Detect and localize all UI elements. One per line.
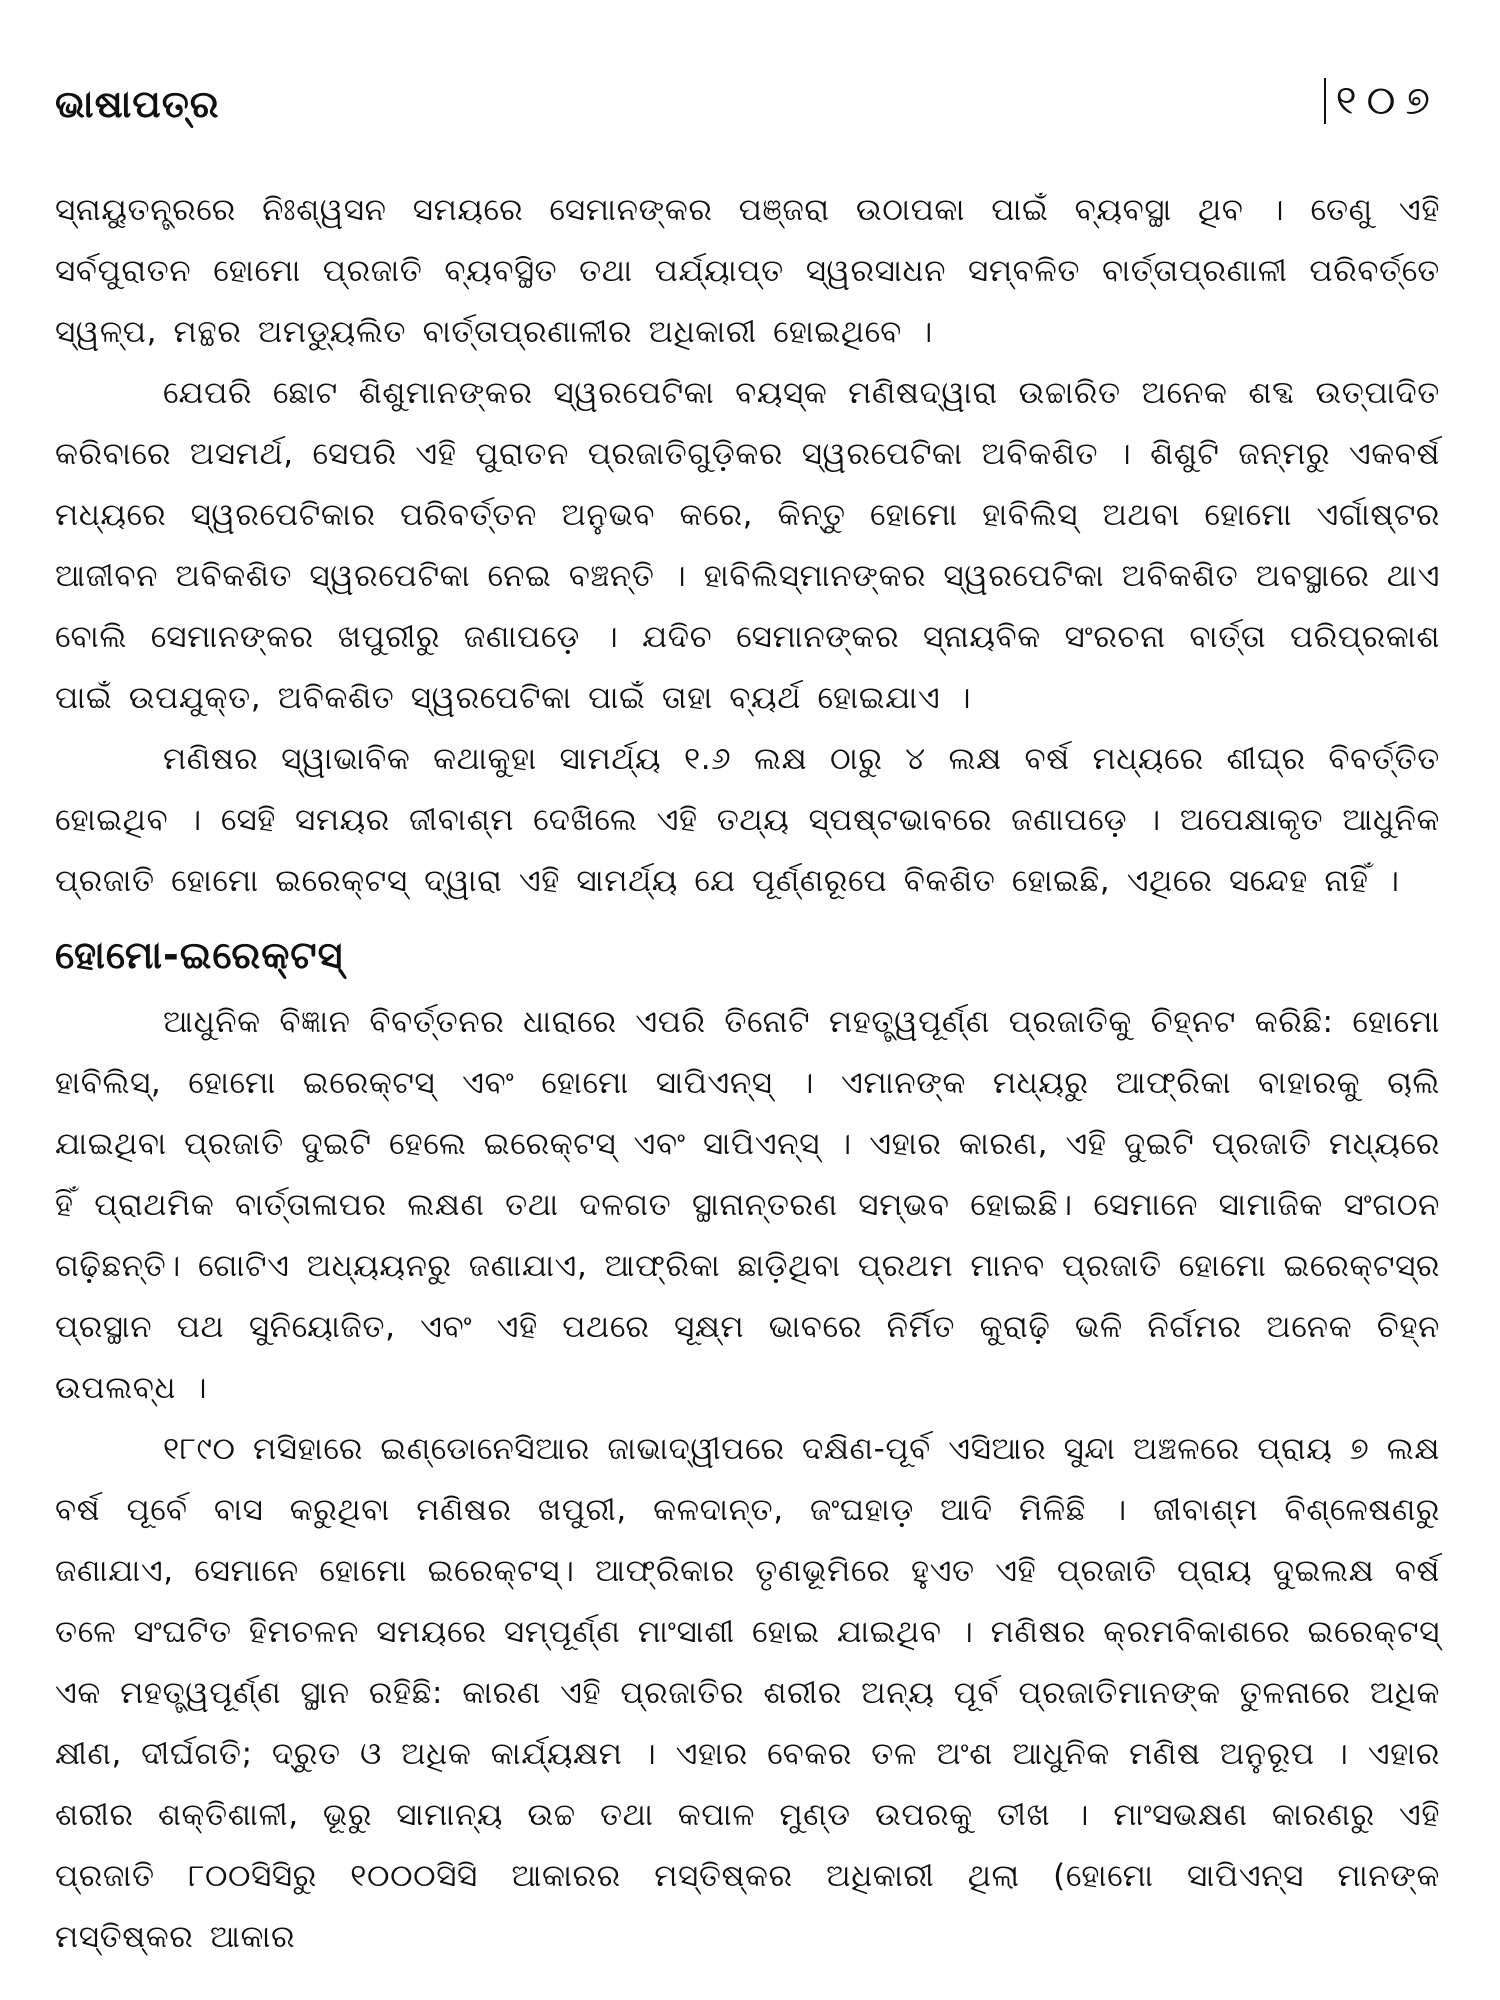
page-number: ୧୦୭ (1324, 78, 1440, 124)
body-text (55, 180, 1440, 1968)
page-header (55, 78, 1440, 142)
paragraph: ଆଧୁନିକ ବିଜ୍ଞାନ ବିବର୍ତ୍ତନର ଧାରାରେ ଏପରି ତିନୋଟି ମହତ୍ତ୍ୱପୂର୍ଣ୍ଣ ପ୍ରଜାତିକୁ ଚିହ୍ନଟ କରିଛି: ହୋମୋ ହାବିଲିସ୍, ହୋମୋ ଇରେକ୍ଟସ୍ ଏବଂ ହୋମୋ ସାପିଏନ୍‌ସ୍ । ଏମାନଙ୍କ ମଧ୍ୟରୁ ଆଫ୍ରିକା ବାହାରକୁ ଚାଲି ଯାଇଥିବା ପ୍ରଜାତି ଦୁଇଟି ହେଲେ ଇରେକ୍ଟସ୍ ଏବଂ ସାପିଏନ୍‌ସ୍ । ଏହାର କାରଣ, ଏହି ଦୁଇଟି ପ୍ରଜାତି ମଧ୍ୟରେ ହିଁ ପ୍ରାଥମିକ ବାର୍ତ୍ତାଳାପର ଲକ୍ଷଣ ତଥା ଦଳଗତ ସ୍ଥାନାନ୍ତରଣ ସମ୍ଭବ ହୋଇଛି। ସେମାନେ ସାମାଜିକ ସଂଗଠନ ଗଢ଼ିଛନ୍ତି। ଗୋଟିଏ ଅଧ୍ୟୟନରୁ ଜଣାଯାଏ, ଆଫ୍ରିକା ଛାଡ଼ିଥିବା ପ୍ରଥମ ମାନବ ପ୍ରଜାତି ହୋମୋ ଇରେକ୍ଟସ୍‌ର ପ୍ରସ୍ଥାନ ପଥ ସୁନିୟୋଜିତ, ଏବଂ ଏହି ପଥରେ ସୂକ୍ଷ୍ମ ଭାବରେ ନିର୍ମିତ କୁରାଢ଼ି ଭଳି ନିର୍ଗମର ଅନେକ ଚିହ୍ନ ଉପଲବ୍ଧ । (55, 1004, 1440, 1406)
section-heading: ହୋମୋ-ଇରେକ୍ଟସ୍ (55, 933, 344, 977)
paragraph: ମଣିଷର ସ୍ୱାଭାବିକ କଥାକୁହା ସାମର୍ଥ୍ୟ ୧.୬ ଲକ୍ଷ ଠାରୁ ୪ ଲକ୍ଷ ବର୍ଷ ମଧ୍ୟରେ ଶୀଘ୍ର ବିବର୍ତ୍ତିତ ହୋଇଥିବ । ସେହି ସମୟର ଜୀବାଶ୍ମ ଦେଖିଲେ ଏହି ତଥ୍ୟ ସ୍ପଷ୍ଟଭାବରେ ଜଣାପଡ଼େ । ଅପେକ୍ଷାକୃତ ଆଧୁନିକ ପ୍ରଜାତି ହୋମୋ ଇରେକ୍ଟସ୍ ଦ୍ୱାରା ଏହି ସାମର୍ଥ୍ୟ ଯେ ପୂର୍ଣ୍ଣରୂପେ ବିକଶିତ ହୋଇଛି, ଏଥିରେ ସନ୍ଦେହ ନାହିଁ । (55, 741, 1440, 899)
running-title: ଭାଷାପତ୍ର (55, 82, 220, 126)
paragraph: ୧୮୯୦ ମସିହାରେ ଇଣ୍ଡୋନେସିଆର ଜାଭାଦ୍ୱୀପରେ ଦକ୍ଷିଣ-ପୂର୍ବ ଏସିଆର ସୁନ୍ଦା ଅଞ୍ଚଳରେ ପ୍ରାୟ ୭ ଲକ୍ଷ ବର୍ଷ ପୂର୍ବେ ବାସ କରୁଥିବା ମଣିଷର ଖପୁରୀ, କଳଦାନ୍ତ, ଜଂଘହାଡ଼ ଆଦି ମିଳିଛି । ଜୀବାଶ୍ମ ବିଶ୍ଳେଷଣରୁ ଜଣାଯାଏ, ସେମାନେ ହୋମୋ ଇରେକ୍ଟସ୍। ଆଫ୍ରିକାର ତୃଣଭୂମିରେ ହୁଏତ ଏହି ପ୍ରଜାତି ପ୍ରାୟ ଦୁଇଲକ୍ଷ ବର୍ଷ ତଳେ ସଂଘଟିତ ହିମଚଳନ ସମୟରେ ସମ୍ପୂର୍ଣ୍ଣ ମାଂସାଶୀ ହୋଇ ଯାଇଥିବ । ମଣିଷର କ୍ରମବିକାଶରେ ଇରେକ୍ଟସ୍ ଏକ ମହତ୍ତ୍ୱପୂର୍ଣ୍ଣ ସ୍ଥାନ ରହିଛି: କାରଣ ଏହି ପ୍ରଜାତିର ଶରୀର ଅନ୍ୟ ପୂର୍ବ ପ୍ରଜାତିମାନଙ୍କ ତୁଳନାରେ ଅଧିକ କ୍ଷୀଣ, ଦୀର୍ଘଗତି; ଦ୍ରୁତ ଓ ଅଧିକ କାର୍ଯ୍ୟକ୍ଷମ । ଏହାର ବେକର ତଳ ଅଂଶ ଆଧୁନିକ ମଣିଷ ଅନୁରୂପ । ଏହାର ଶରୀର ଶକ୍ତିଶାଳୀ, ଭୂରୁ ସାମାନ୍ୟ ଉଚ୍ଚ ତଥା କପାଳ ମୁଣ୍ଡ ଉପରକୁ ତୀଖ । ମାଂସଭକ୍ଷଣ କାରଣରୁ ଏହି ପ୍ରଜାତି ୮୦୦ସିସିରୁ ୧୦୦୦ସିସି ଆକାରର ମସ୍ତିଷ୍କର ଅଧିକାରୀ ଥିଲା (ହୋମୋ ସାପିଏନ୍‌ସ ମାନଙ୍କ ମସ୍ତିଷ୍କର ଆକାର (55, 1431, 1440, 1955)
paragraph-continuation: ସ୍ନାୟୁତନ୍ତ୍ରରେ ନିଃଶ୍ୱସନ ସମୟରେ ସେମାନଙ୍କର ପଞ୍ଜରା ଉଠାପକା ପାଇଁ ବ୍ୟବସ୍ଥା ଥିବ । ତେଣୁ ଏହି ସର୍ବପୁରାତନ ହୋମୋ ପ୍ରଜାତି ବ୍ୟବସ୍ଥିତ ତଥା ପର୍ଯ୍ୟାପ୍ତ ସ୍ୱରସାଧନ ସମ୍ବଳିତ ବାର୍ତ୍ତାପ୍ରଣାଳୀ ପରିବର୍ତ୍ତେ ସ୍ୱଳ୍ପ, ମନ୍ଥର ଅମଡ୍ୟୁଲିତ ବାର୍ତ୍ତାପ୍ରଣାଳୀର ଅଧିକାରୀ ହୋଇଥିବେ । (55, 192, 1440, 350)
paragraph: ଯେପରି ଛୋଟ ଶିଶୁମାନଙ୍କର ସ୍ୱରପେଟିକା ବୟସ୍କ ମଣିଷଦ୍ୱାରା ଉଚ୍ଚାରିତ ଅନେକ ଶବ୍ଦ ଉତ୍ପାଦିତ କରିବାରେ ଅସମର୍ଥ, ସେପରି ଏହି ପୁରାତନ ପ୍ରଜାତିଗୁଡ଼ିକର ସ୍ୱରପେଟିକା ଅବିକଶିତ । ଶିଶୁଟି ଜନ୍ମରୁ ଏକବର୍ଷ ମଧ୍ୟରେ ସ୍ୱରପେଟିକାର ପରିବର୍ତ୍ତନ ଅନୁଭବ କରେ, କିନ୍ତୁ ହୋମୋ ହାବିଲିସ୍ ଅଥବା ହୋମୋ ଏର୍ଗାଷ୍ଟର ଆଜୀବନ ଅବିକଶିତ ସ୍ୱରପେଟିକା ନେଇ ବଞ୍ଚନ୍ତି । ହାବିଲିସ୍‌ମାନଙ୍କର ସ୍ୱରପେଟିକା ଅବିକଶିତ ଅବସ୍ଥାରେ ଥାଏ ବୋଲି ସେମାନଙ୍କର ଖପୁରୀରୁ ଜଣାପଡ଼େ । ଯଦିଚ ସେମାନଙ୍କର ସ୍ନାୟବିକ ସଂରଚନା ବାର୍ତ୍ତା ପରିପ୍ରକାଶ ପାଇଁ ଉପଯୁକ୍ତ, ଅବିକଶିତ ସ୍ୱରପେଟିକା ପାଇଁ ତାହା ବ୍ୟର୍ଥ ହୋଇଯାଏ । (55, 375, 1440, 716)
